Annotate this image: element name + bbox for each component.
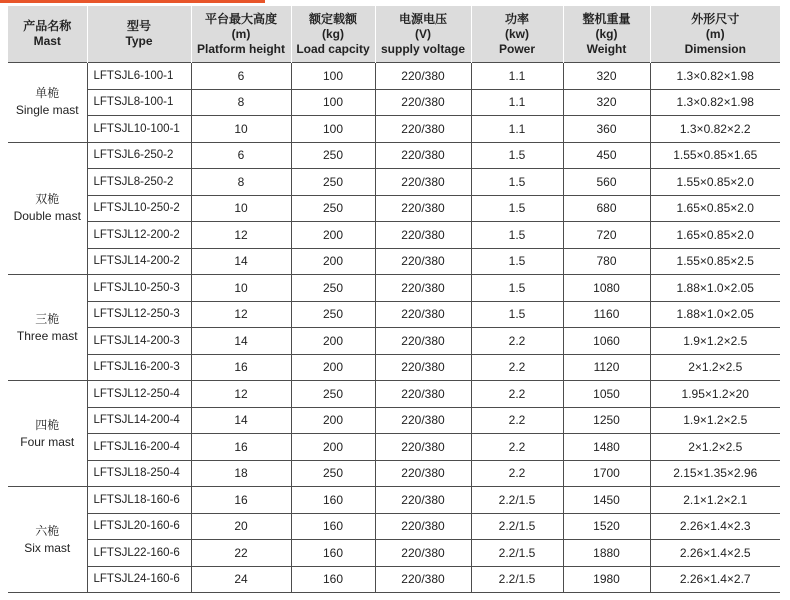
cell-load: 200 [291, 354, 375, 381]
table-row [8, 89, 780, 116]
cell-voltage: 220/380 [375, 460, 471, 487]
cell-model: LFTSJL16-200-3 [87, 354, 191, 381]
cell-power: 1.5 [471, 169, 563, 196]
cell-height: 6 [191, 142, 291, 169]
cell-dim: 1.65×0.85×2.0 [650, 222, 780, 249]
mast-group-en: Four mast [20, 434, 75, 449]
cell-height: 8 [191, 169, 291, 196]
cell-weight: 320 [563, 63, 650, 90]
cell-voltage: 220/380 [375, 169, 471, 196]
cell-dim: 2.15×1.35×2.96 [650, 460, 780, 487]
cell-height: 16 [191, 354, 291, 381]
header-load-capacity [291, 6, 375, 63]
cell-voltage: 220/380 [375, 248, 471, 275]
mast-group-en: Single mast [15, 103, 79, 118]
header-type [87, 6, 191, 63]
table-row [8, 513, 780, 540]
header-dim-en: Dimension [684, 41, 746, 56]
cell-height: 14 [191, 407, 291, 434]
table-row [8, 169, 780, 196]
cell-height: 10 [191, 195, 291, 222]
cell-load: 160 [291, 566, 375, 593]
cell-voltage: 220/380 [375, 434, 471, 461]
cell-power: 2.2/1.5 [471, 513, 563, 540]
cell-dim: 2.1×1.2×2.1 [650, 487, 780, 514]
cell-weight: 1120 [563, 354, 650, 381]
cell-model: LFTSJL8-100-1 [87, 89, 191, 116]
cell-model: LFTSJL10-250-3 [87, 275, 191, 302]
header-power-en: Power [498, 41, 535, 56]
cell-dim: 2.26×1.4×2.5 [650, 540, 780, 567]
cell-dim: 1.9×1.2×2.5 [650, 407, 780, 434]
mast-group-cn: 三桅 [35, 311, 60, 326]
cell-power: 2.2/1.5 [471, 540, 563, 567]
header-voltage-en: supply voltage [380, 41, 466, 56]
header-load-cn: 额定载额 [308, 11, 357, 26]
cell-dim: 2×1.2×2.5 [650, 434, 780, 461]
cell-voltage: 220/380 [375, 328, 471, 355]
cell-height: 22 [191, 540, 291, 567]
cell-model: LFTSJL12-250-3 [87, 301, 191, 328]
cell-load: 200 [291, 328, 375, 355]
header-dimension [650, 6, 780, 63]
cell-load: 200 [291, 407, 375, 434]
header-dim-unit: (m) [705, 26, 725, 41]
header-power-unit: (kw) [505, 26, 529, 41]
cell-dim: 1.95×1.2×20 [650, 381, 780, 408]
mast-group-cell [8, 142, 87, 275]
header-weight-en: Weight [586, 41, 627, 56]
cell-height: 10 [191, 275, 291, 302]
cell-weight: 720 [563, 222, 650, 249]
cell-height: 20 [191, 513, 291, 540]
mast-group-en: Double mast [13, 209, 81, 224]
cell-model: LFTSJL6-100-1 [87, 63, 191, 90]
cell-model: LFTSJL14-200-2 [87, 248, 191, 275]
cell-weight: 1980 [563, 566, 650, 593]
cell-height: 16 [191, 487, 291, 514]
mast-group-cell [8, 381, 87, 487]
cell-voltage: 220/380 [375, 407, 471, 434]
cell-model: LFTSJL18-160-6 [87, 487, 191, 514]
cell-weight: 1250 [563, 407, 650, 434]
cell-load: 160 [291, 513, 375, 540]
cell-load: 100 [291, 89, 375, 116]
cell-weight: 1050 [563, 381, 650, 408]
cell-power: 1.5 [471, 142, 563, 169]
cell-weight: 1160 [563, 301, 650, 328]
cell-model: LFTSJL20-160-6 [87, 513, 191, 540]
mast-group-cell [8, 275, 87, 381]
cell-dim: 1.88×1.0×2.05 [650, 275, 780, 302]
cell-power: 1.1 [471, 89, 563, 116]
mast-group-cell [8, 487, 87, 593]
header-platform-height [191, 6, 291, 63]
cell-height: 24 [191, 566, 291, 593]
cell-voltage: 220/380 [375, 195, 471, 222]
cell-dim: 1.55×0.85×2.5 [650, 248, 780, 275]
table-row [8, 63, 780, 90]
cell-power: 2.2 [471, 407, 563, 434]
cell-model: LFTSJL24-160-6 [87, 566, 191, 593]
cell-load: 250 [291, 169, 375, 196]
header-supply-voltage [375, 6, 471, 63]
cell-height: 14 [191, 328, 291, 355]
cell-voltage: 220/380 [375, 116, 471, 143]
cell-voltage: 220/380 [375, 487, 471, 514]
cell-model: LFTSJL14-200-4 [87, 407, 191, 434]
cell-load: 160 [291, 540, 375, 567]
cell-load: 250 [291, 142, 375, 169]
cell-weight: 560 [563, 169, 650, 196]
cell-power: 2.2 [471, 354, 563, 381]
header-dim-cn: 外形尺寸 [691, 11, 740, 26]
cell-model: LFTSJL14-200-3 [87, 328, 191, 355]
cell-load: 200 [291, 434, 375, 461]
cell-load: 200 [291, 222, 375, 249]
table-row [8, 566, 780, 593]
cell-model: LFTSJL6-250-2 [87, 142, 191, 169]
cell-power: 2.2 [471, 460, 563, 487]
header-weight-cn: 整机重量 [582, 11, 631, 26]
cell-weight: 1700 [563, 460, 650, 487]
cell-power: 2.2/1.5 [471, 566, 563, 593]
mast-group-en: Three mast [16, 328, 78, 343]
cell-model: LFTSJL12-250-4 [87, 381, 191, 408]
table-row [8, 460, 780, 487]
header-height-cn: 平台最大高度 [204, 11, 277, 26]
cell-dim: 1.3×0.82×1.98 [650, 89, 780, 116]
header-height-en: Platform height [196, 41, 285, 56]
cell-load: 160 [291, 487, 375, 514]
cell-power: 1.1 [471, 116, 563, 143]
table-row [8, 301, 780, 328]
table-row [8, 248, 780, 275]
cell-load: 250 [291, 195, 375, 222]
cell-power: 1.5 [471, 195, 563, 222]
header-mast [8, 6, 87, 63]
cell-power: 1.5 [471, 301, 563, 328]
cell-model: LFTSJL8-250-2 [87, 169, 191, 196]
cell-model: LFTSJL22-160-6 [87, 540, 191, 567]
mast-group-cn: 四桅 [35, 417, 60, 432]
table-row [8, 275, 780, 302]
cell-model: LFTSJL16-200-4 [87, 434, 191, 461]
header-height-unit: (m) [231, 26, 251, 41]
cell-voltage: 220/380 [375, 354, 471, 381]
cell-voltage: 220/380 [375, 142, 471, 169]
cell-weight: 1880 [563, 540, 650, 567]
header-mast-cn: 产品名称 [23, 19, 72, 33]
cell-dim: 1.65×0.85×2.0 [650, 195, 780, 222]
mast-group-cn: 双桅 [35, 192, 60, 207]
cell-power: 2.2 [471, 328, 563, 355]
cell-height: 12 [191, 222, 291, 249]
table-row [8, 222, 780, 249]
cell-height: 14 [191, 248, 291, 275]
cell-load: 250 [291, 381, 375, 408]
cell-load: 250 [291, 301, 375, 328]
header-load-en: Load capcity [296, 41, 370, 56]
table-row [8, 540, 780, 567]
table-row [8, 195, 780, 222]
cell-height: 10 [191, 116, 291, 143]
mast-group-cn: 单桅 [35, 86, 60, 101]
table-row [8, 354, 780, 381]
cell-weight: 450 [563, 142, 650, 169]
table-row [8, 116, 780, 143]
cell-power: 2.2/1.5 [471, 487, 563, 514]
header-power [471, 6, 563, 63]
mast-group-cell [8, 63, 87, 143]
header-voltage-unit: (V) [415, 26, 431, 41]
cell-model: LFTSJL18-250-4 [87, 460, 191, 487]
cell-load: 100 [291, 63, 375, 90]
cell-weight: 1060 [563, 328, 650, 355]
header-weight [563, 6, 650, 63]
cell-model: LFTSJL10-100-1 [87, 116, 191, 143]
cell-height: 18 [191, 460, 291, 487]
cell-dim: 1.9×1.2×2.5 [650, 328, 780, 355]
header-type-en: Type [125, 34, 153, 48]
accent-bar [0, 0, 265, 3]
cell-dim: 1.3×0.82×2.2 [650, 116, 780, 143]
table-row [8, 487, 780, 514]
cell-weight: 360 [563, 116, 650, 143]
cell-voltage: 220/380 [375, 540, 471, 567]
cell-dim: 1.88×1.0×2.05 [650, 301, 780, 328]
cell-weight: 320 [563, 89, 650, 116]
table-row [8, 434, 780, 461]
table-row [8, 142, 780, 169]
cell-voltage: 220/380 [375, 513, 471, 540]
cell-voltage: 220/380 [375, 89, 471, 116]
table-body [8, 63, 780, 593]
cell-load: 250 [291, 275, 375, 302]
cell-voltage: 220/380 [375, 301, 471, 328]
mast-group-cn: 六桅 [35, 523, 60, 538]
cell-power: 1.5 [471, 275, 563, 302]
mast-group-en: Six mast [24, 540, 71, 555]
cell-voltage: 220/380 [375, 63, 471, 90]
table-row [8, 328, 780, 355]
cell-power: 1.5 [471, 248, 563, 275]
cell-weight: 1480 [563, 434, 650, 461]
header-load-unit: (kg) [322, 26, 344, 41]
cell-weight: 780 [563, 248, 650, 275]
cell-weight: 680 [563, 195, 650, 222]
cell-dim: 2×1.2×2.5 [650, 354, 780, 381]
header-power-cn: 功率 [504, 11, 529, 26]
cell-model: LFTSJL10-250-2 [87, 195, 191, 222]
cell-model: LFTSJL12-200-2 [87, 222, 191, 249]
cell-dim: 1.55×0.85×2.0 [650, 169, 780, 196]
cell-height: 8 [191, 89, 291, 116]
cell-weight: 1520 [563, 513, 650, 540]
cell-load: 200 [291, 248, 375, 275]
cell-weight: 1450 [563, 487, 650, 514]
cell-height: 6 [191, 63, 291, 90]
cell-voltage: 220/380 [375, 566, 471, 593]
header-weight-unit: (kg) [595, 26, 618, 41]
cell-height: 12 [191, 301, 291, 328]
header-mast-en: Mast [33, 34, 61, 48]
cell-voltage: 220/380 [375, 222, 471, 249]
cell-power: 2.2 [471, 381, 563, 408]
cell-power: 1.1 [471, 63, 563, 90]
cell-load: 100 [291, 116, 375, 143]
cell-voltage: 220/380 [375, 381, 471, 408]
cell-height: 16 [191, 434, 291, 461]
spec-table [8, 6, 780, 593]
cell-dim: 1.3×0.82×1.98 [650, 63, 780, 90]
cell-dim: 2.26×1.4×2.3 [650, 513, 780, 540]
header-row [8, 6, 780, 63]
cell-dim: 2.26×1.4×2.7 [650, 566, 780, 593]
header-voltage-cn: 电源电压 [398, 11, 447, 26]
cell-load: 250 [291, 460, 375, 487]
cell-voltage: 220/380 [375, 275, 471, 302]
table-row [8, 407, 780, 434]
cell-dim: 1.55×0.85×1.65 [650, 142, 780, 169]
cell-height: 12 [191, 381, 291, 408]
cell-power: 1.5 [471, 222, 563, 249]
header-type-cn: 型号 [126, 19, 151, 33]
cell-power: 2.2 [471, 434, 563, 461]
table-row [8, 381, 780, 408]
cell-weight: 1080 [563, 275, 650, 302]
